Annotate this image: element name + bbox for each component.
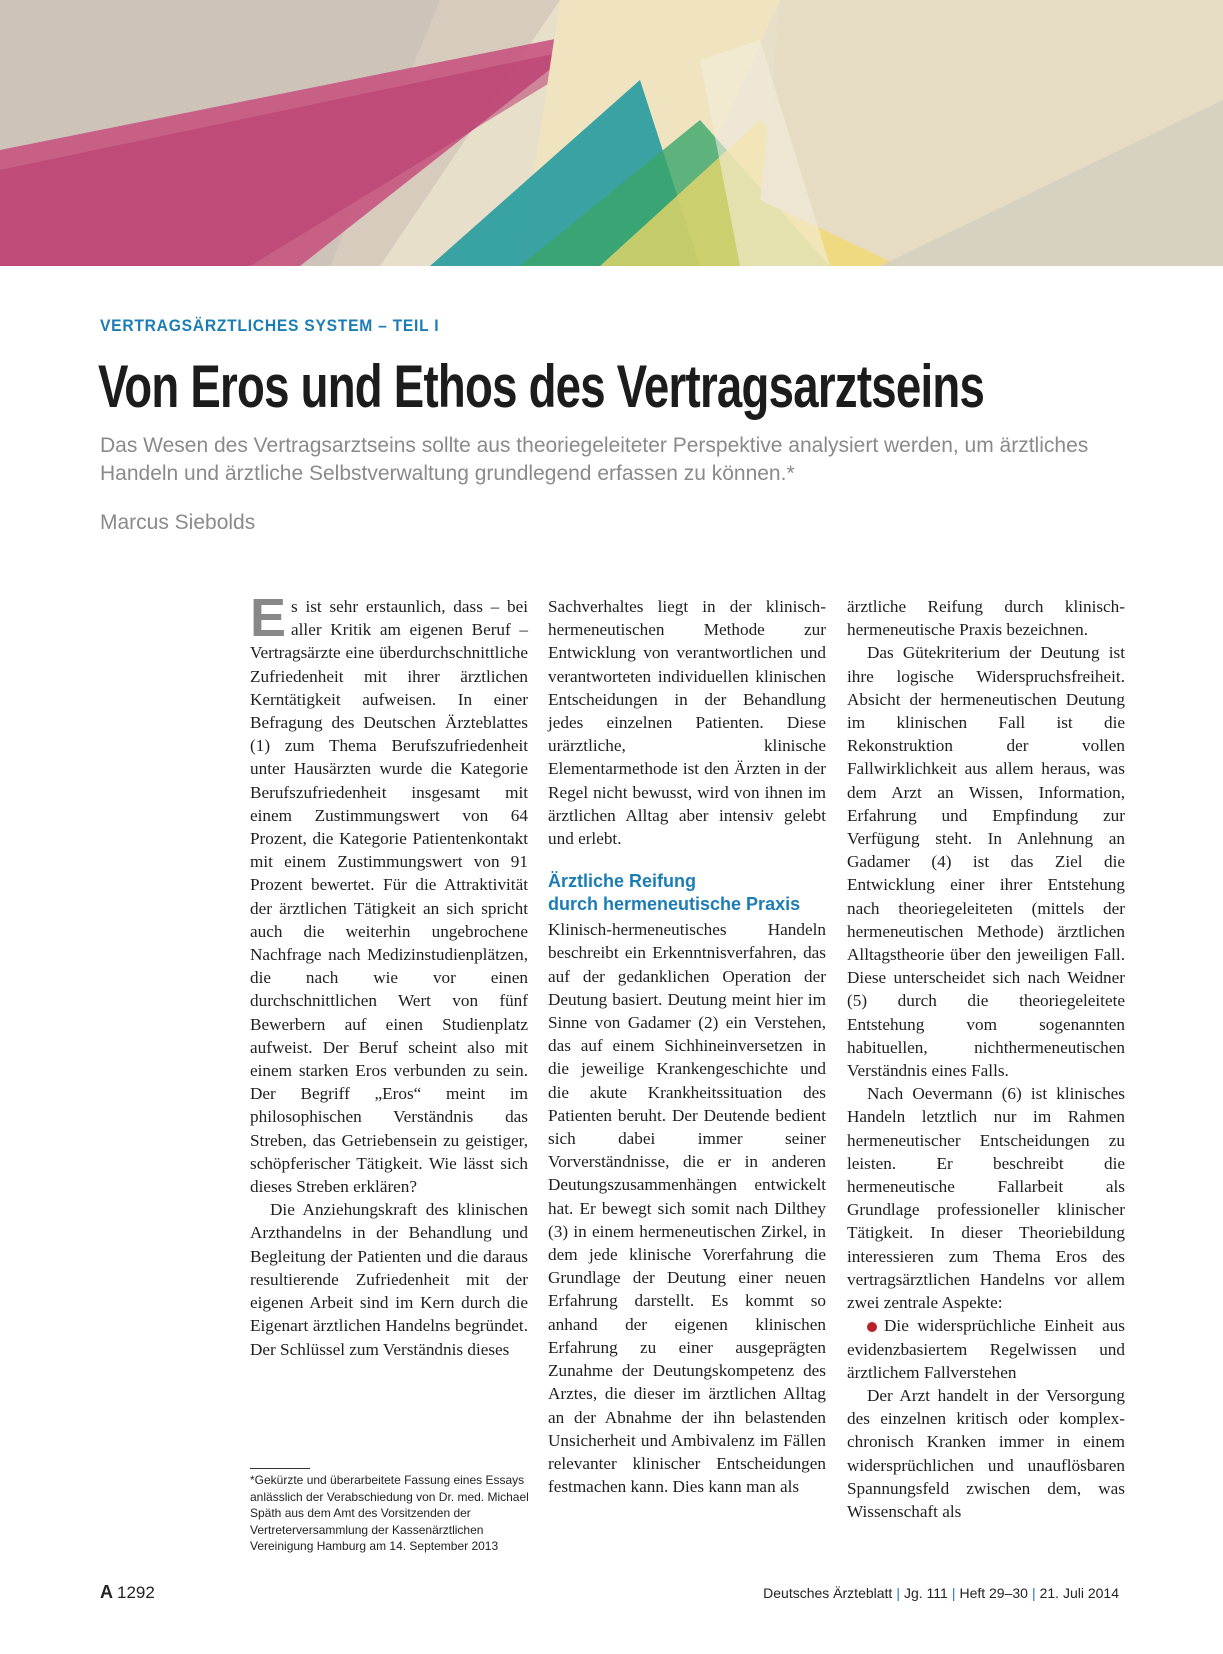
article-lead: Das Wesen des Vertragsarztseins sollte aus theoriegeleiteter Perspektive analysiert werden, um ärztliches Handeln und ärztliche Selbstverwaltung grundlegend erfassen zu können.* <box>100 434 1089 485</box>
subheading <box>548 870 826 916</box>
paragraph: Die Anziehungskraft des klinischen Arzthandelns in der Behandlung und Begleitung der Patienten und die daraus resultierende Zufriedenheit mit der eigenen Arbeit sind im Kern durch die Eigenart ärztlichen Handelns begründet. Der Schlüssel zum Verständnis dieses <box>250 1200 528 1359</box>
paragraph: Das Gütekriterium der Deutung ist ihre logische Widerspruchsfreiheit. Absicht der hermeneutischen Deutung im klinischen Fall ist die Rekonstruktion der vollen Fallwirklichkeit aus allem heraus, was dem Arzt an Wissen, Information, Erfahrung und Empfindung zur Verfügung steht. In Anlehnung an Gadamer (4) ist das Ziel die Entwicklung einer ihrer Entstehung nach theoriegeleiteten (mittels der hermeneutischen Methode) ärztlichen Alltagstheorie über den jeweiligen Fall. Diese unterscheidet sich nach Weidner (5) durch die theoriegeleitete Entstehung vom sogenannten habituellen, nichthermeneutischen Verständnis eines Falls. <box>847 643 1125 1081</box>
section-rubric: VERTRAGSÄRZTLICHES SYSTEM – TEIL I <box>100 316 440 335</box>
footnote-divider <box>250 1468 310 1469</box>
journal-name: Deutsches Ärzteblatt <box>763 1585 893 1601</box>
footnote: *Gekürzte und überarbeitete Fassung eines Essays anlässlich der Verabschiedung von Dr. med. Michael Späth aus dem Amt des Vorsitzenden der Vertreterversammlung der Kassenärztlichen Vereinigung Hamburg am 14. September 2013 <box>250 1473 529 1553</box>
red-dot-icon <box>867 1322 877 1332</box>
journal-issue: Heft 29–30 <box>959 1585 1028 1601</box>
page-prefix: A <box>100 1582 113 1602</box>
bullet-text: Die widersprüchliche Einheit aus evidenzbasiertem Regelwissen und ärztlichem Fallverstehen <box>847 1316 1125 1382</box>
paragraph <box>250 588 528 1198</box>
journal-volume: Jg. 111 <box>903 1585 948 1601</box>
drop-cap: E <box>250 588 287 648</box>
bullet-item <box>847 1314 1125 1384</box>
article-title: Von Eros und Ethos des Vertragsarztseins <box>98 353 985 420</box>
paragraph-text: s ist sehr erstaunlich, dass – bei aller Kritik am eigenen Beruf – Vertragsärzte eine überdurchschnittliche Zufriedenheit mit ihrer ärztlichen Kerntätigkeit aufweisen. In einer Befragung des Deutschen Ärzteblattes (1) zum Thema Berufszufriedenheit unter Hausärzten wurde die Kategorie Berufszufriedenheit insgesamt mit einem Zustimmungswert von 64 Prozent, die Kategorie Patientenkontakt mit einem Zustimmungswert von 91 Prozent bewertet. Für die Attraktivität der ärztlichen Tätigkeit an sich spricht auch die weiterhin ungebrochene Nachfrage nach Medizinstudienplätzen, die nach wie vor einen durchschnittlichen Wert von fünf Bewerbern auf einen Studienplatz aufweist. Der Beruf scheint also mit einem starken Eros verbunden zu sein. Der Begriff „Eros“ meint im philosophischen Verständnis das Streben, das Getriebensein zu geistiger, schöpferischer Tätigkeit. Wie lässt sich dieses Streben erklären? <box>250 597 528 1197</box>
text-column-2 <box>548 595 826 1498</box>
page-number <box>100 1582 155 1603</box>
subheading-line-1: Ärztliche Reifung <box>548 871 697 892</box>
journal-footer: Deutsches Ärzteblatt | Jg. 111 | Heft 29–30 | 21. Juli 2014 <box>763 1585 1119 1601</box>
paragraph: ärztliche Reifung durch klinisch-hermeneutische Praxis bezeichnen. <box>847 597 1125 640</box>
journal-date: 21. Juli 2014 <box>1039 1585 1119 1601</box>
paragraph: Sachverhaltes liegt in der klinisch-hermeneutischen Methode zur Entwicklung von verantwortlichen und verantworteten individuellen klinischen Entscheidungen in der Behandlung jedes einzelnen Patienten. Diese urärztliche, klinische Elementarmethode ist den Ärzten in der Regel nicht bewusst, wird von ihnen im ärztlichen Alltag aber intensiv gelebt und erlebt. <box>548 597 826 849</box>
text-column-1 <box>250 588 528 1361</box>
abstract-color-image <box>0 0 1223 266</box>
paragraph: Nach Oevermann (6) ist klinisches Handeln letztlich nur im Rahmen hermeneutischer Entscheidungen zu leisten. Er beschreibt die hermeneutische Fallarbeit als Grundlage professioneller klinischer Tätigkeit. In dieser Theoriebildung interessieren zum Thema Eros des vertragsärztlichen Handelns vor allem zwei zentrale Aspekte: <box>847 1084 1125 1313</box>
subheading-line-2: durch hermeneutische Praxis <box>548 894 801 915</box>
paragraph: Klinisch-hermeneutisches Handeln beschreibt ein Erkenntnisverfahren, das auf der gedanklichen Operation der Deutung basiert. Deutung meint hier im Sinne von Gadamer (2) ein Verstehen, das auf einem Sichhineinversetzen in die jeweilige Krankengeschichte und die akute Krankheitssituation des Patienten beruht. Der Deutende bedient sich dabei immer seiner Vorverständnisse, die er in anderen Deutungszusammenhängen entwickelt hat. Er bewegt sich somit nach Dilthey (3) in einem hermeneutischen Zirkel, in dem jede klinische Vorerfahrung die Grundlage der Deutung einer neuen Erfahrung darstellt. Es kommt so anhand der eigenen klinischen Erfahrung zu einer ausgeprägten Zunahme der Deutungskompetenz des Arztes, die dieser im ärztlichen Alltag an der Abnahme der ihn belastenden Unsicherheit und Ambivalenz im Fällen relevanter klinischer Entscheidungen festmachen kann. Dies kann man als <box>548 920 826 1497</box>
article-author: Marcus Siebolds <box>100 511 256 534</box>
text-column-3 <box>847 595 1125 1523</box>
paragraph: Der Arzt handelt in der Versorgung des einzelnen kritisch oder komplex-chronisch Kranken immer in einem widersprüchlichen und unauflösbaren Spannungsfeld zwischen dem, was Wissenschaft als <box>847 1385 1125 1521</box>
page-number-value: 1292 <box>117 1583 155 1602</box>
header-artwork <box>0 0 1223 266</box>
